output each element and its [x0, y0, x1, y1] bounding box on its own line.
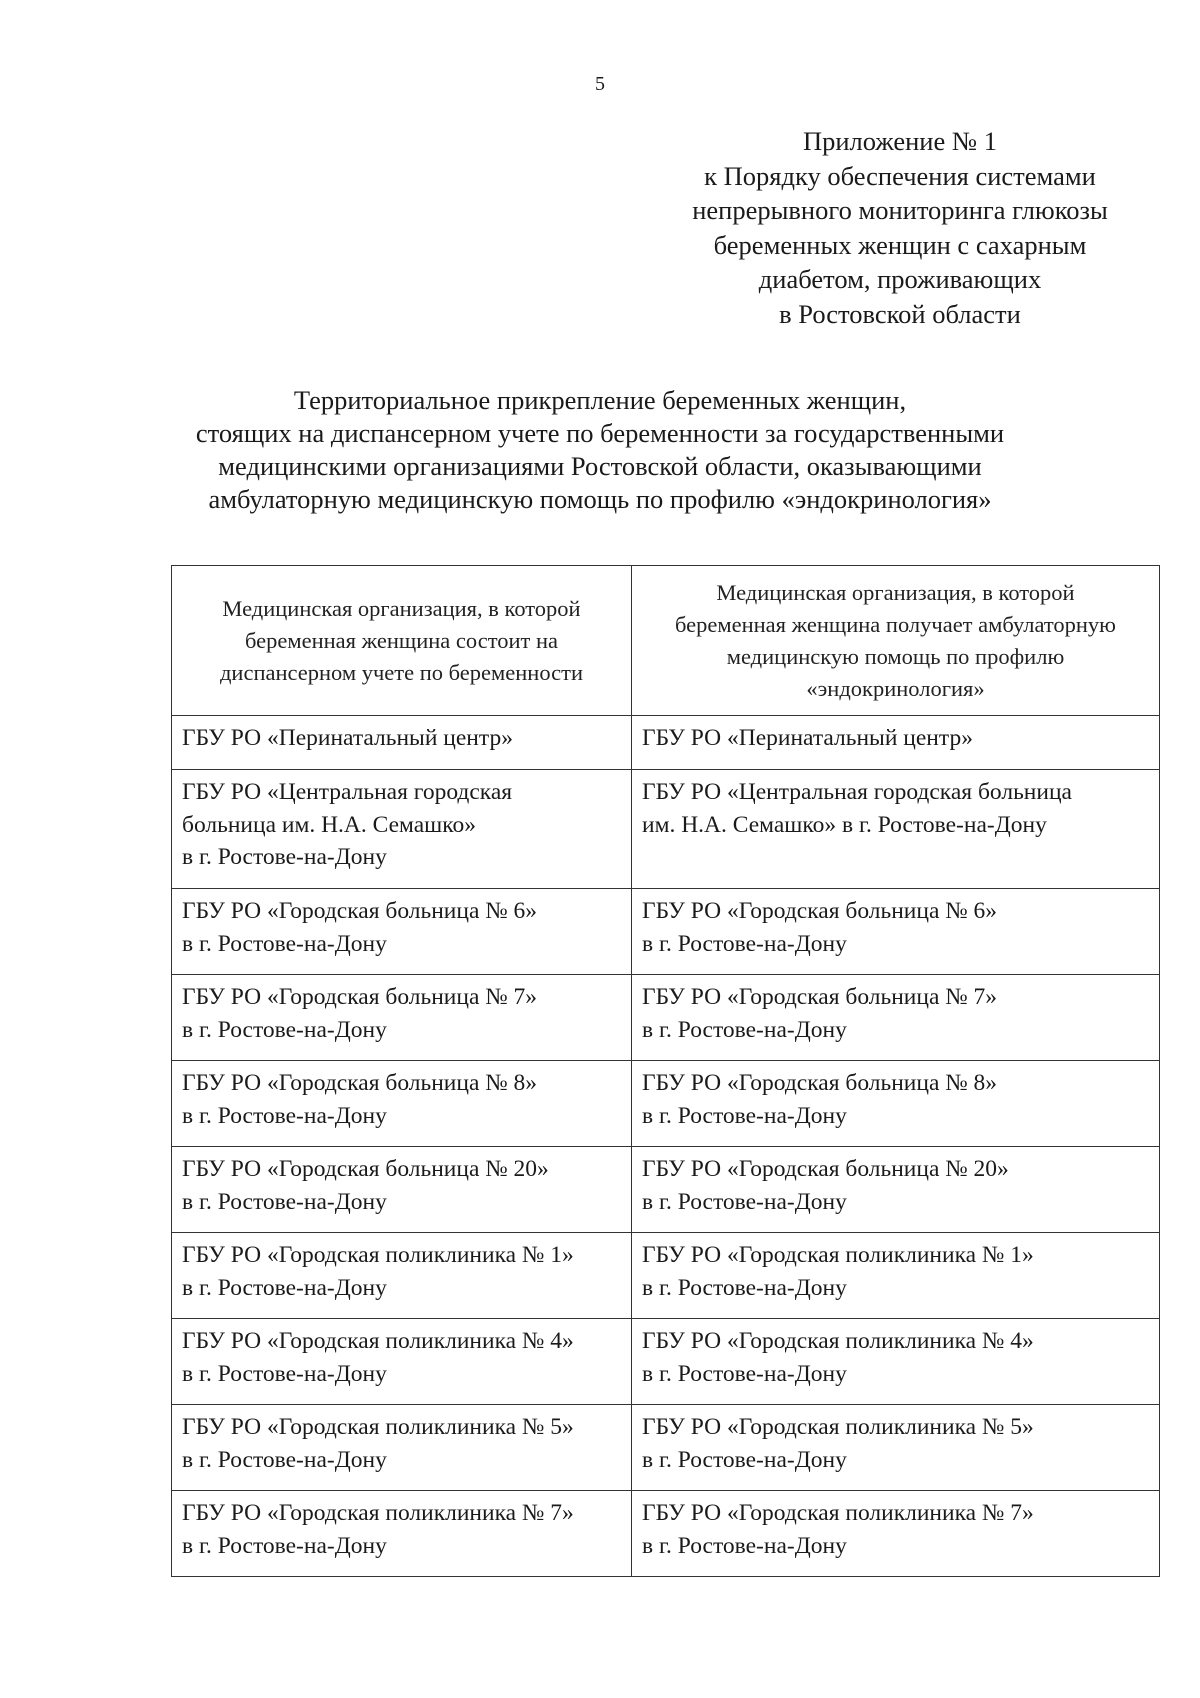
- appendix-line: Приложение № 1: [802, 126, 997, 156]
- cell-line: ГБУ РО «Городская поликлиника № 1»: [182, 1242, 574, 1268]
- appendix-line: непрерывного мониторинга глюкозы: [692, 195, 1108, 225]
- cell-line: в г. Ростове-на-Дону: [182, 930, 387, 957]
- cell-line: в г. Ростове-на-Дону: [182, 1102, 387, 1129]
- cell-line: в г. Ростове-на-Дону: [642, 1016, 847, 1043]
- cell-line: ГБУ РО «Городская больница № 7»: [642, 984, 998, 1010]
- cell-line: в г. Ростове-на-Дону: [642, 1188, 847, 1215]
- cell-line: ГБУ РО «Городская больница № 20»: [642, 1156, 1009, 1182]
- header-line: «эндокринология»: [806, 675, 985, 701]
- cell-line: ГБУ РО «Перинатальный центр»: [642, 725, 973, 751]
- table-cell-right: [632, 1233, 1160, 1319]
- cell-line: в г. Ростове-на-Дону: [182, 1360, 387, 1387]
- document-title: [150, 384, 1050, 516]
- header-line: беременная женщина получает амбулаторную: [674, 611, 1116, 637]
- appendix-line: беременных женщин с сахарным: [713, 229, 1087, 260]
- table-row: [172, 1147, 1160, 1233]
- header-line: Медицинская организация, в которой: [222, 595, 581, 621]
- cell-line: ГБУ РО «Городская поликлиника № 7»: [182, 1500, 574, 1526]
- cell-line: ГБУ РО «Городская больница № 7»: [182, 984, 538, 1010]
- cell-line: ГБУ РО «Городская поликлиника № 5»: [182, 1414, 574, 1440]
- cell-line: в г. Ростове-на-Дону: [182, 844, 387, 870]
- cell-line: ГБУ РО «Городская поликлиника № 1»: [642, 1242, 1034, 1268]
- header-line: Медицинская организация, в которой: [716, 579, 1075, 605]
- cell-line: в г. Ростове-на-Дону: [182, 1532, 387, 1559]
- page-number: 5: [595, 73, 605, 95]
- appendix-line: в Ростовской области: [779, 298, 1021, 329]
- table-header-row: [172, 566, 1160, 716]
- title-line: амбулаторную медицинскую помощь по профилю «эндокринология»: [208, 484, 992, 514]
- title-line: медицинскими организациями Ростовской области, оказывающими: [218, 451, 982, 481]
- cell-line: ГБУ РО «Городская больница № 6»: [642, 898, 998, 924]
- cell-line: ГБУ РО «Городская больница № 20»: [182, 1156, 549, 1182]
- cell-line: им. Н.А. Семашко» в г. Ростове-на-Дону: [642, 811, 1047, 838]
- table-cell-right: [632, 1147, 1160, 1233]
- attachment-table: [171, 565, 1160, 1577]
- table-cell-right: [632, 716, 1160, 770]
- table-cell-right: [632, 1319, 1160, 1405]
- table-row: [172, 716, 1160, 770]
- cell-line: в г. Ростове-на-Дону: [642, 1532, 847, 1559]
- cell-line: в г. Ростове-на-Дону: [642, 930, 847, 957]
- table-cell-left: [172, 889, 632, 975]
- table-cell-left: [172, 716, 632, 770]
- table-row: [172, 1491, 1160, 1577]
- header-cell-endocrinology-organization: [632, 566, 1160, 716]
- appendix-line: к Порядку обеспечения системами: [704, 160, 1096, 191]
- cell-line: в г. Ростове-на-Дону: [642, 1446, 847, 1473]
- appendix-header: [660, 124, 1140, 331]
- table-row: [172, 1233, 1160, 1319]
- cell-line: в г. Ростове-на-Дону: [182, 1188, 387, 1215]
- table-row: [172, 1319, 1160, 1405]
- cell-line: ГБУ РО «Центральная городская больница: [642, 779, 1072, 805]
- table-cell-right: [632, 1491, 1160, 1577]
- cell-line: ГБУ РО «Городская поликлиника № 4»: [182, 1328, 574, 1354]
- cell-line: ГБУ РО «Городская больница № 8»: [642, 1070, 998, 1096]
- cell-line: ГБУ РО «Городская поликлиника № 7»: [642, 1500, 1034, 1526]
- table-cell-left: [172, 1491, 632, 1577]
- cell-line: ГБУ РО «Городская больница № 6»: [182, 898, 538, 924]
- header-line: беременная женщина состоит на: [244, 627, 559, 653]
- cell-line: ГБУ РО «Городская поликлиника № 5»: [642, 1414, 1034, 1440]
- table-cell-left: [172, 1405, 632, 1491]
- header-line: диспансерном учете по беременности: [219, 659, 584, 685]
- table-cell-left: [172, 1319, 632, 1405]
- cell-line: ГБУ РО «Городская поликлиника № 4»: [642, 1328, 1034, 1354]
- table-row: [172, 1405, 1160, 1491]
- table-cell-right: [632, 889, 1160, 975]
- cell-line: в г. Ростове-на-Дону: [642, 1274, 847, 1301]
- table-row: [172, 770, 1160, 889]
- title-line: стоящих на диспансерном учете по беременности за государственными: [195, 418, 1005, 448]
- header-line: медицинскую помощь по профилю: [726, 643, 1065, 669]
- table-cell-right: [632, 770, 1160, 889]
- cell-line: в г. Ростове-на-Дону: [642, 1360, 847, 1387]
- table-cell-right: [632, 1405, 1160, 1491]
- table-cell-left: [172, 975, 632, 1061]
- table-cell-left: [172, 770, 632, 889]
- cell-line: в г. Ростове-на-Дону: [642, 1102, 847, 1129]
- header-cell-registering-organization: [172, 566, 632, 716]
- table-row: [172, 889, 1160, 975]
- cell-line: ГБУ РО «Центральная городская: [182, 779, 513, 805]
- table-cell-right: [632, 1061, 1160, 1147]
- table-cell-left: [172, 1233, 632, 1319]
- cell-line: в г. Ростове-на-Дону: [182, 1016, 387, 1043]
- cell-line: ГБУ РО «Городская больница № 8»: [182, 1070, 538, 1096]
- title-line: Территориальное прикрепление беременных женщин,: [293, 385, 907, 415]
- appendix-line: диабетом, проживающих: [758, 264, 1042, 294]
- table-row: [172, 975, 1160, 1061]
- table-cell-left: [172, 1061, 632, 1147]
- cell-line: ГБУ РО «Перинатальный центр»: [182, 725, 513, 751]
- table-cell-right: [632, 975, 1160, 1061]
- cell-line: больница им. Н.А. Семашко»: [182, 811, 476, 838]
- cell-line: в г. Ростове-на-Дону: [182, 1446, 387, 1473]
- table-row: [172, 1061, 1160, 1147]
- cell-line: в г. Ростове-на-Дону: [182, 1274, 387, 1301]
- table-cell-left: [172, 1147, 632, 1233]
